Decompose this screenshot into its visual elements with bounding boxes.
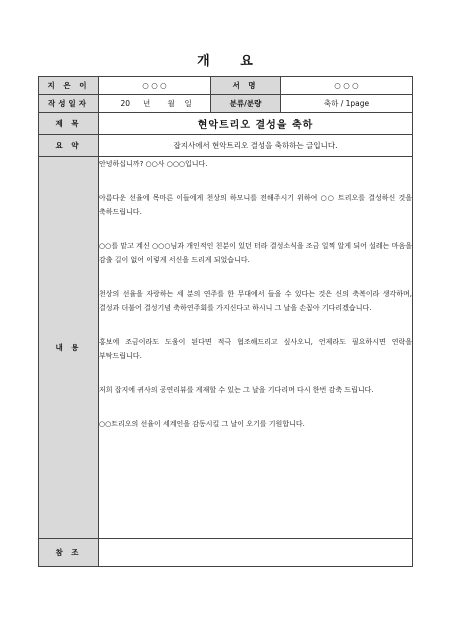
author-value: ○ ○ ○ xyxy=(99,77,211,95)
summary-row xyxy=(39,135,413,157)
document-title: 개 요 xyxy=(197,54,253,69)
date-year: 20 xyxy=(120,99,131,108)
date-label: 작성일자 xyxy=(39,95,99,113)
content-paragraph: 천상의 선율을 자랑하는 세 분의 연주를 한 무대에서 들을 수 있다는 것은 신의 축복이라 생각하며, 결성과 더불어 결성기념 축하연주회를 가지신다고 하시니 그 날을 손꼽아 기다리겠습니다. xyxy=(99,290,412,312)
reference-row xyxy=(39,539,413,567)
content-body xyxy=(99,157,413,539)
content-label: 내 용 xyxy=(39,157,99,539)
date-row xyxy=(39,95,413,113)
category-value: 축하 / 1page xyxy=(281,95,413,113)
overview-form xyxy=(38,76,413,567)
date-day-unit: 일 xyxy=(184,99,192,108)
date-value xyxy=(99,95,211,113)
reference-value xyxy=(99,539,413,567)
content-paragraph: 홍보에 조금이라도 도움이 된다면 적극 협조해드리고 싶사오니, 언제라도 필요하시면 연락을 부탁드립니다. xyxy=(99,338,412,360)
summary-value: 잡지사에서 현악트리오 결성을 축하하는 글입니다. xyxy=(99,135,413,157)
signature-label: 서 명 xyxy=(211,77,281,95)
content-paragraph: 저희 잡지에 귀사의 공연리뷰를 게재할 수 있는 그 날을 기다리며 다시 한번 감축 드립니다. xyxy=(99,386,374,394)
signature-value: ○ ○ ○ xyxy=(281,77,413,95)
content-paragraph: 안녕하십니까? ○○사 ○○○입니다. xyxy=(99,160,208,168)
content-paragraph: ○○를 맡고 계신 ○○○님과 개인적인 친분이 있던 터라 결성소식을 조금 일찍 알게 되어 설레는 마음을 감출 길이 없어 이렇게 서신을 드리게 되었습니다. xyxy=(99,242,412,264)
subject-value: 현악트리오 결성을 축하 xyxy=(99,113,413,135)
date-month-unit: 월 xyxy=(167,99,175,108)
subject-row xyxy=(39,113,413,135)
author-label: 지 은 이 xyxy=(39,77,99,95)
category-label: 분류/분량 xyxy=(211,95,281,113)
content-row xyxy=(39,157,413,539)
summary-label: 요 약 xyxy=(39,135,99,157)
date-year-unit: 년 xyxy=(143,99,151,108)
reference-label: 참 조 xyxy=(39,539,99,567)
content-paragraph: ○○트리오의 선율이 세계인을 감동시킬 그 날이 오기를 기원합니다. xyxy=(99,420,305,428)
author-row xyxy=(39,77,413,95)
content-paragraph: 아름다운 선율에 목마른 이들에게 천상의 하모니를 전해주시기 위하여 ○○ 트리오를 결성하신 것을 축하드립니다. xyxy=(99,194,412,216)
subject-label: 제 목 xyxy=(39,113,99,135)
